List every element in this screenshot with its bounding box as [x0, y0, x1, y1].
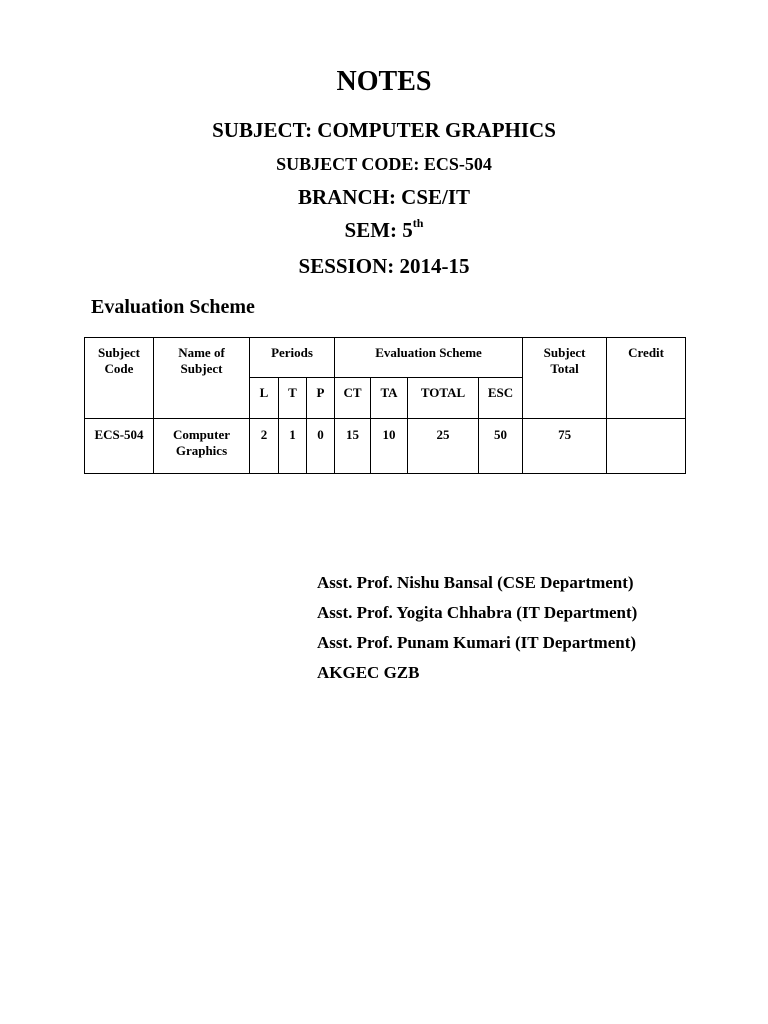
subheader-t: T	[279, 378, 307, 419]
header-name-line1: Name of	[178, 345, 225, 360]
cell-t: 1	[279, 419, 307, 474]
cell-credit	[607, 419, 686, 474]
cell-esc: 50	[479, 419, 523, 474]
sem-line	[0, 218, 768, 243]
header-periods: Periods	[250, 338, 335, 378]
author-line: Asst. Prof. Nishu Bansal (CSE Department)	[317, 573, 634, 592]
cell-l: 2	[250, 419, 279, 474]
header-subject-code-line2: Code	[104, 361, 134, 376]
header-evaluation-scheme: Evaluation Scheme	[335, 338, 523, 378]
subheader-ta: TA	[371, 378, 408, 419]
header-subject-total-line2: Total	[550, 361, 579, 376]
branch-line: BRANCH: CSE/IT	[297, 185, 471, 209]
author-line: Asst. Prof. Yogita Chhabra (IT Department)	[317, 603, 638, 622]
header-credit: Credit	[607, 338, 686, 419]
table-row	[85, 419, 686, 474]
header-subject-total	[523, 338, 607, 419]
evaluation-heading: Evaluation Scheme	[91, 296, 255, 318]
sem-label: SEM: 5	[344, 218, 413, 242]
cell-total: 25	[408, 419, 479, 474]
cell-subject-name	[154, 419, 250, 474]
subheader-l: L	[250, 378, 279, 419]
subheader-p: P	[307, 378, 335, 419]
header-name-line2: Subject	[180, 361, 223, 376]
subject-line: SUBJECT: COMPUTER GRAPHICS	[212, 118, 556, 142]
cell-subject-name-line2: Graphics	[175, 443, 228, 458]
cell-subject-code: ECS-504	[85, 419, 154, 474]
cell-subject-total: 75	[523, 419, 607, 474]
subheader-esc: ESC	[479, 378, 523, 419]
institution-line: AKGEC GZB	[317, 663, 420, 682]
cell-ct: 15	[335, 419, 371, 474]
authors-block	[317, 568, 637, 688]
sem-suffix: th	[412, 216, 424, 230]
table-header-row	[85, 338, 686, 378]
subject-code-line: SUBJECT CODE: ECS-504	[276, 154, 492, 174]
subheader-ct: CT	[335, 378, 371, 419]
header-subject-code	[85, 338, 154, 419]
evaluation-table	[84, 337, 686, 474]
cell-subject-name-line1: Computer	[172, 427, 231, 442]
cell-p: 0	[307, 419, 335, 474]
page-title: NOTES	[336, 66, 432, 97]
session-line: SESSION: 2014-15	[298, 254, 470, 278]
author-line: Asst. Prof. Punam Kumari (IT Department)	[317, 633, 637, 652]
header-subject-total-line1: Subject	[543, 345, 586, 360]
subheader-total: TOTAL	[408, 378, 479, 419]
header-name-of-subject	[154, 338, 250, 419]
header-subject-code-line1: Subject	[98, 345, 140, 360]
cell-ta: 10	[371, 419, 408, 474]
